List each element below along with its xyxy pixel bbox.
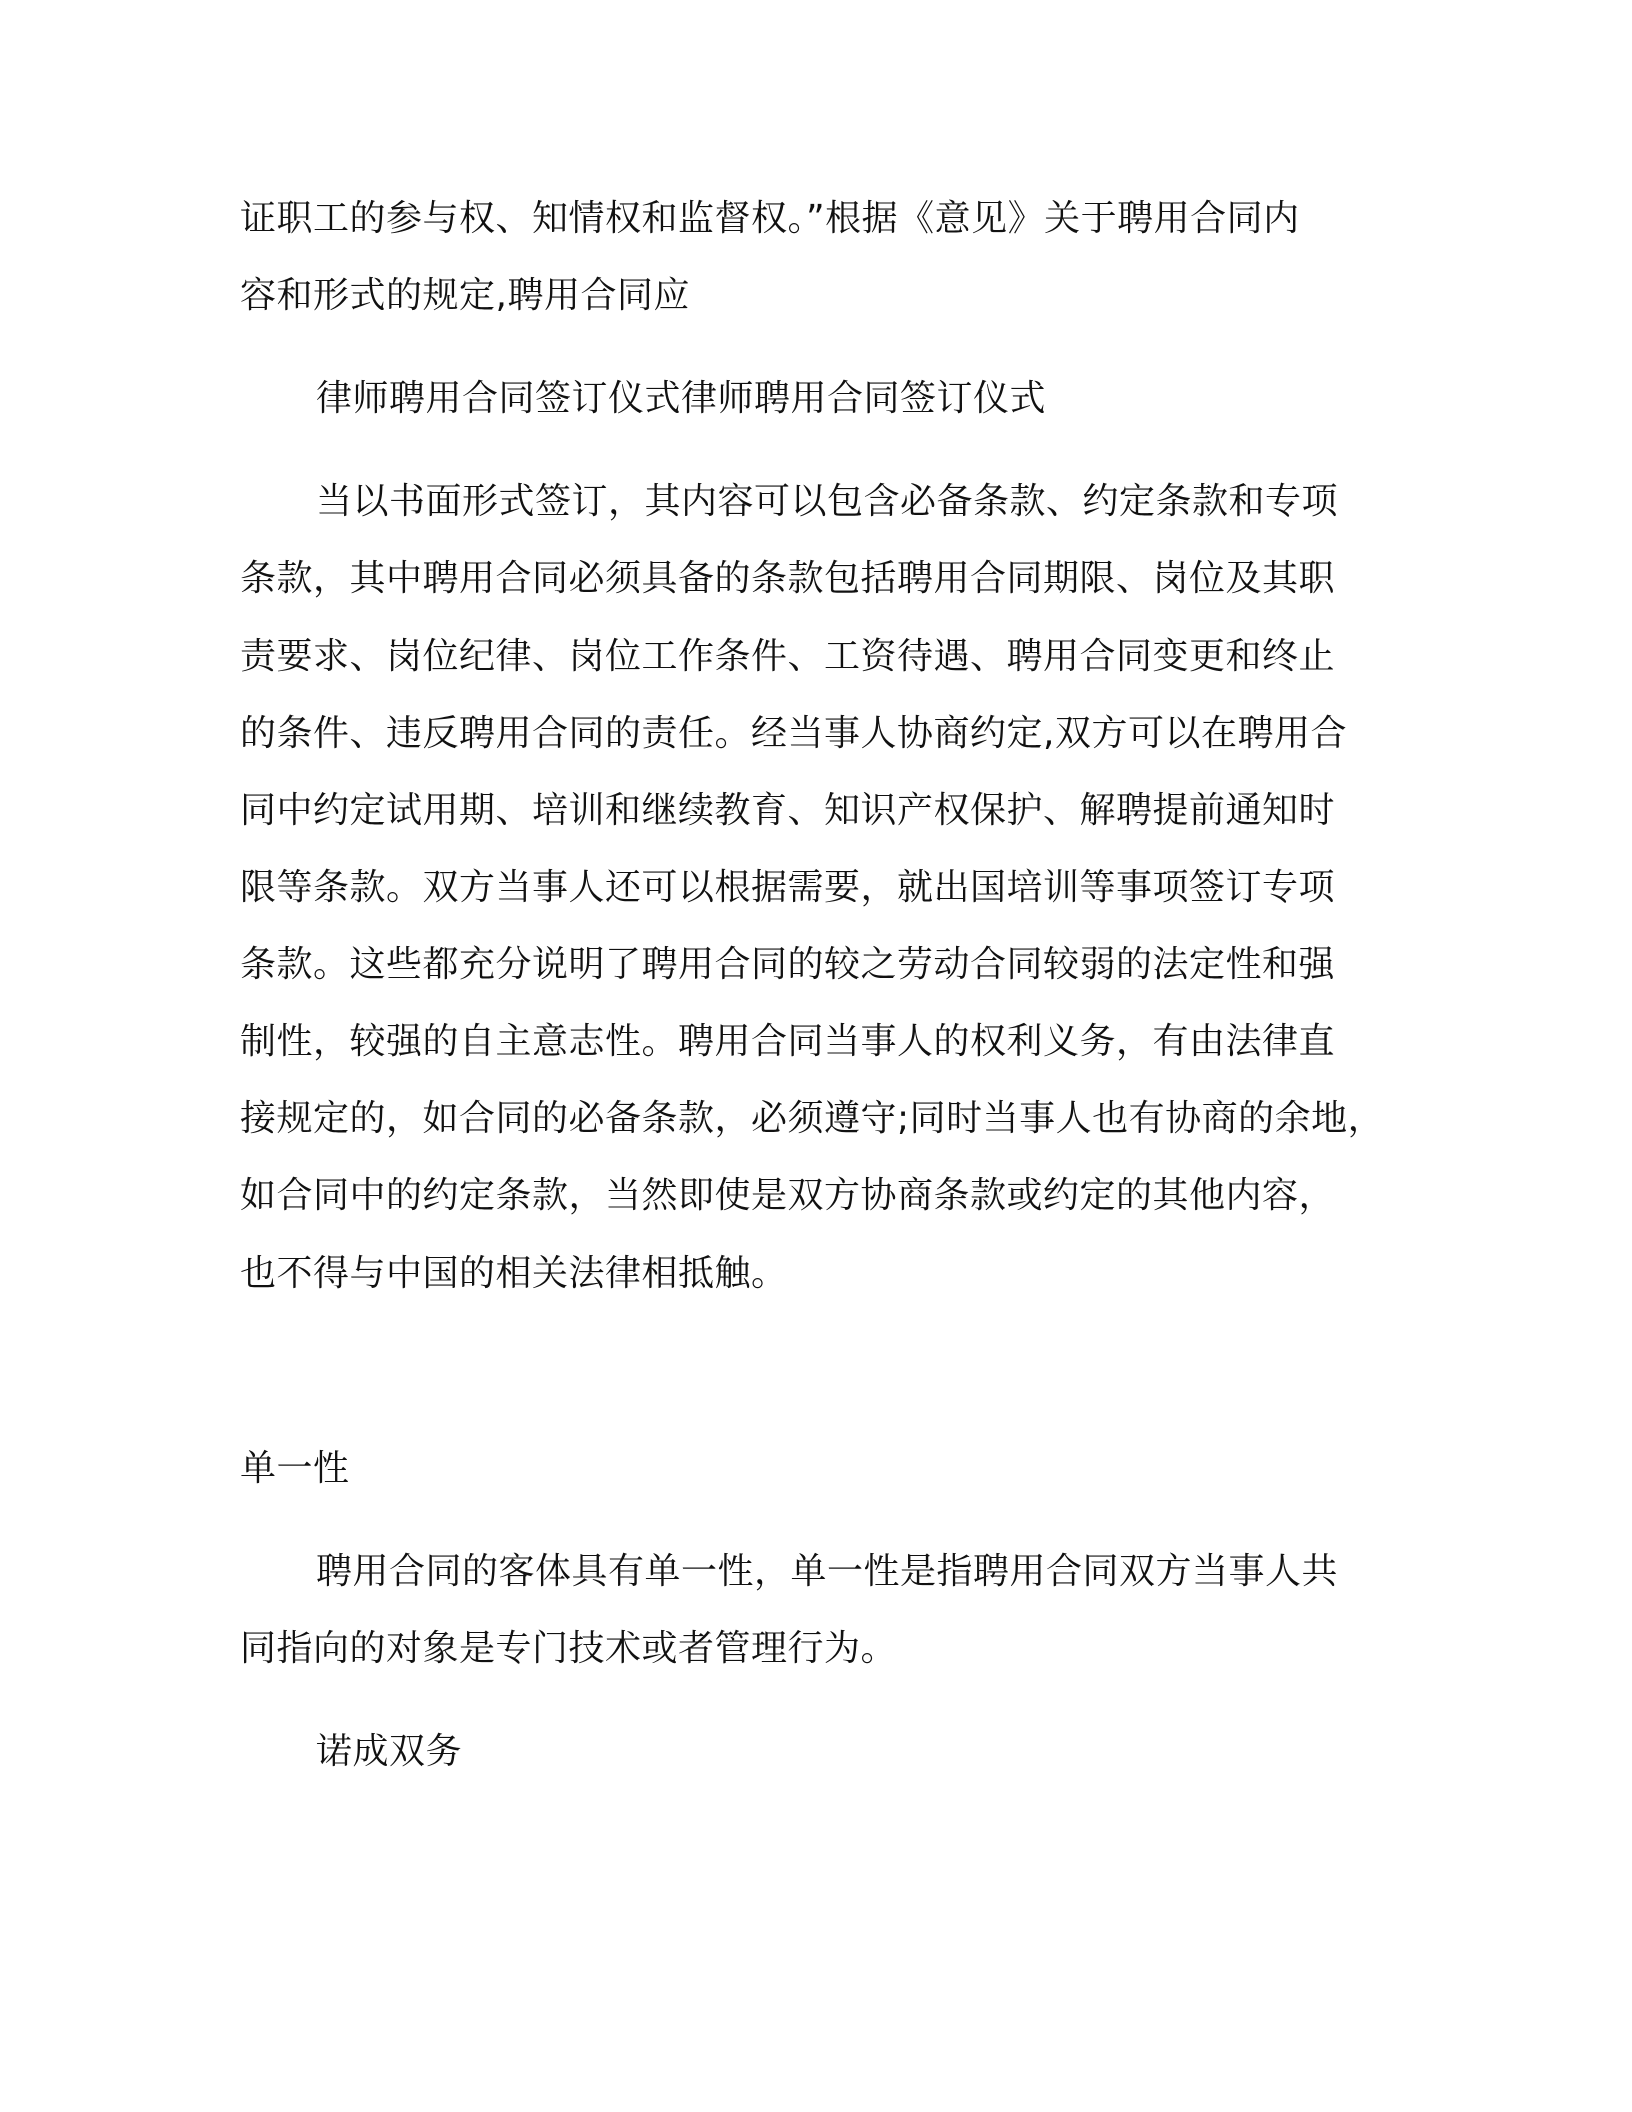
paragraph-line: 同中约定试用期、培训和继续教育、知识产权保护、解聘提前通知时 bbox=[240, 790, 1336, 831]
paragraph-line: 聘用合同的客体具有单一性，单一性是指聘用合同双方当事人共 bbox=[316, 1551, 1339, 1592]
paragraph-line: 也不得与中国的相关法律相抵触。 bbox=[240, 1253, 788, 1294]
paragraph-line: 责要求、岗位纪律、岗位工作条件、工资待遇、聘用合同变更和终止 bbox=[240, 636, 1336, 677]
paragraph-line: 的条件、违反聘用合同的责任。经当事人协商约定,双方可以在聘用合 bbox=[240, 713, 1347, 754]
section-heading: 律师聘用合同签订仪式律师聘用合同签订仪式 bbox=[316, 378, 1047, 419]
paragraph-line: 容和形式的规定,聘用合同应 bbox=[240, 275, 690, 316]
paragraph-line: 条款。这些都充分说明了聘用合同的较之劳动合同较弱的法定性和强 bbox=[240, 944, 1336, 985]
paragraph-line: 条款，其中聘用合同必须具备的条款包括聘用合同期限、岗位及其职 bbox=[240, 558, 1336, 599]
paragraph-line: 证职工的参与权、知情权和监督权。”根据《意见》关于聘用合同内 bbox=[240, 198, 1300, 239]
paragraph-line: 接规定的，如合同的必备条款，必须遵守;同时当事人也有协商的余地， bbox=[240, 1098, 1385, 1139]
paragraph-line: 同指向的对象是专门技术或者管理行为。 bbox=[240, 1628, 898, 1669]
paragraph-line: 限等条款。双方当事人还可以根据需要，就出国培训等事项签订专项 bbox=[240, 867, 1336, 908]
section-heading: 单一性 bbox=[240, 1448, 350, 1489]
paragraph-line: 如合同中的约定条款，当然即使是双方协商条款或约定的其他内容， bbox=[240, 1175, 1336, 1216]
section-heading: 诺成双务 bbox=[316, 1731, 463, 1772]
paragraph-line: 制性，较强的自主意志性。聘用合同当事人的权利义务，有由法律直 bbox=[240, 1021, 1336, 1062]
paragraph-line: 当以书面形式签订，其内容可以包含必备条款、约定条款和专项 bbox=[316, 481, 1339, 522]
